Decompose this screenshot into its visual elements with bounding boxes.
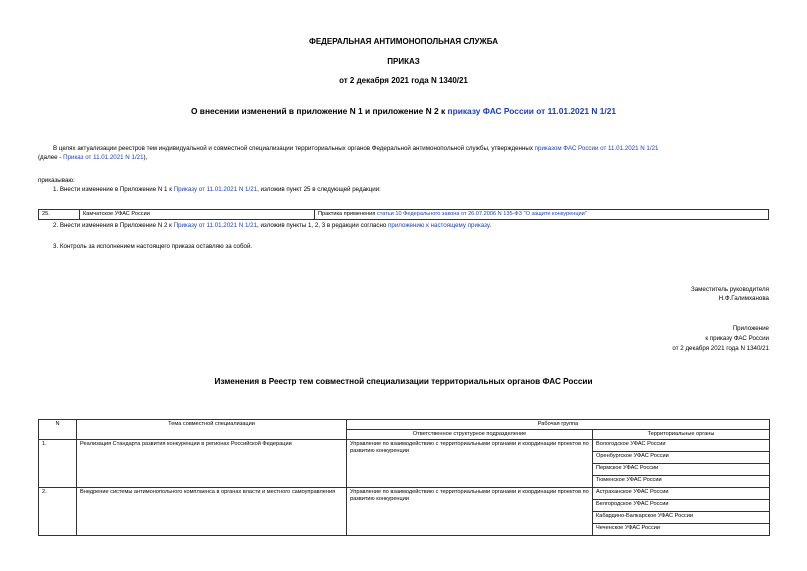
- intro-line2-suffix: ),: [143, 154, 148, 161]
- row25-office: Камчатское УФАС России: [80, 210, 315, 220]
- row-topic: Внедрение системы антимонопольного комплаенса в органах власти и местного самоуправления: [77, 488, 347, 536]
- item-1: [53, 186, 381, 194]
- col-header-topic: Тема совместной специализации: [77, 420, 347, 440]
- order-title-link[interactable]: приказу ФАС России от 11.01.2021 N 1/21: [447, 106, 617, 116]
- row-orgs: [593, 488, 770, 536]
- item-2-mid: , изложив пункты 1, 2, 3 в редакции согласно: [257, 222, 389, 229]
- org-item: Чеченское УФАС России: [596, 525, 660, 531]
- appendix-title: Изменения в Реестр тем совместной специализации территориальных органов ФАС России: [214, 377, 593, 386]
- item-1-suffix: , изложив пункт 25 в следующей редакции:: [257, 186, 381, 193]
- intro-line2-prefix: (далее -: [38, 154, 64, 161]
- order-date: от 2 декабря 2021 года N 1340/21: [339, 76, 468, 85]
- org-item: Кабардино-Балкарское УФАС России: [593, 512, 769, 524]
- row-unit: Управление по взаимодействию с территориальными органами и координации проектов по развитию конкуренции: [347, 488, 593, 536]
- row25-topic-link[interactable]: статьи 10 Федерального закона от 26.07.2006 N 135-ФЗ "О защите конкуренции": [376, 211, 587, 217]
- item-2: [53, 222, 491, 230]
- org-item: Астраханское УФАС России: [593, 488, 769, 500]
- item-1-prefix: 1. Внести изменение в Приложение N 1 к: [53, 186, 174, 193]
- registry-table: [38, 419, 770, 536]
- table-row: [39, 440, 770, 488]
- appendix-date: от 2 декабря 2021 года N 1340/21: [672, 345, 769, 352]
- col-header-group: Рабочая группа: [347, 420, 770, 430]
- intro-text: В целях актуализации реестров тем индивидуальной и совместной специализации территориальных органов Федеральной антимонопольной службы, утвержденных: [53, 145, 535, 152]
- row-unit: Управление по взаимодействию с территориальными органами и координации проектов по развитию конкуренции: [347, 440, 593, 488]
- org-item: Белгородское УФАС России: [593, 500, 769, 512]
- col-header-orgs: Территориальные органы: [593, 430, 770, 440]
- item-2-appendix-link[interactable]: приложению к настоящему приказу: [388, 222, 490, 229]
- org-item: Пермское УФАС России: [593, 464, 769, 476]
- item-1-link[interactable]: Приказу от 11.01.2021 N 1/21: [173, 186, 258, 193]
- order-title: [0, 106, 807, 116]
- intro-link[interactable]: приказом ФАС России от 11.01.2021 N 1/21: [534, 145, 659, 152]
- org-item: Оренбургское УФАС России: [593, 452, 769, 464]
- intro-paragraph: [53, 145, 769, 153]
- doc-type: ПРИКАЗ: [387, 57, 420, 66]
- col-header-n: N: [39, 420, 77, 440]
- appendix-label: Приложение: [732, 325, 769, 332]
- row25-table: [38, 209, 769, 220]
- signature-position: Заместитель руководителя: [690, 286, 769, 293]
- row-topic: Реализация Стандарта развития конкуренции в регионах Российской Федерации: [77, 440, 347, 488]
- intro-line2: [38, 154, 147, 162]
- appendix-ref: к приказу ФАС России: [705, 335, 769, 342]
- item-2-suffix: .: [489, 222, 492, 229]
- order-word: приказываю:: [38, 177, 75, 184]
- table-row: [39, 488, 770, 536]
- agency-name: ФЕДЕРАЛЬНАЯ АНТИМОНОПОЛЬНАЯ СЛУЖБА: [309, 37, 498, 46]
- item-2-prefix: 2. Внести изменения в Приложение N 2 к: [53, 222, 174, 229]
- signature-name: Н.Ф.Галимханова: [718, 295, 769, 302]
- org-item: Вологодское УФАС России: [593, 440, 769, 452]
- col-header-unit: Ответственное структурное подразделение: [347, 430, 593, 440]
- row25-topic-text: Практика применения: [318, 211, 377, 217]
- row25-num: 25.: [39, 210, 80, 220]
- row-num: 2.: [39, 488, 77, 536]
- item-2-link[interactable]: Приказу от 11.01.2021 N 1/21: [173, 222, 258, 229]
- row25-topic: [315, 210, 769, 220]
- intro-line2-link[interactable]: Приказ от 11.01.2021 N 1/21: [63, 154, 144, 161]
- item-3: 3. Контроль за исполнением настоящего приказа оставляю за собой.: [53, 243, 253, 250]
- row-orgs: [593, 440, 770, 488]
- row-num: 1.: [39, 440, 77, 488]
- org-item: Тюменское УФАС России: [596, 477, 662, 483]
- order-title-text: О внесении изменений в приложение N 1 и приложение N 2 к: [190, 106, 448, 116]
